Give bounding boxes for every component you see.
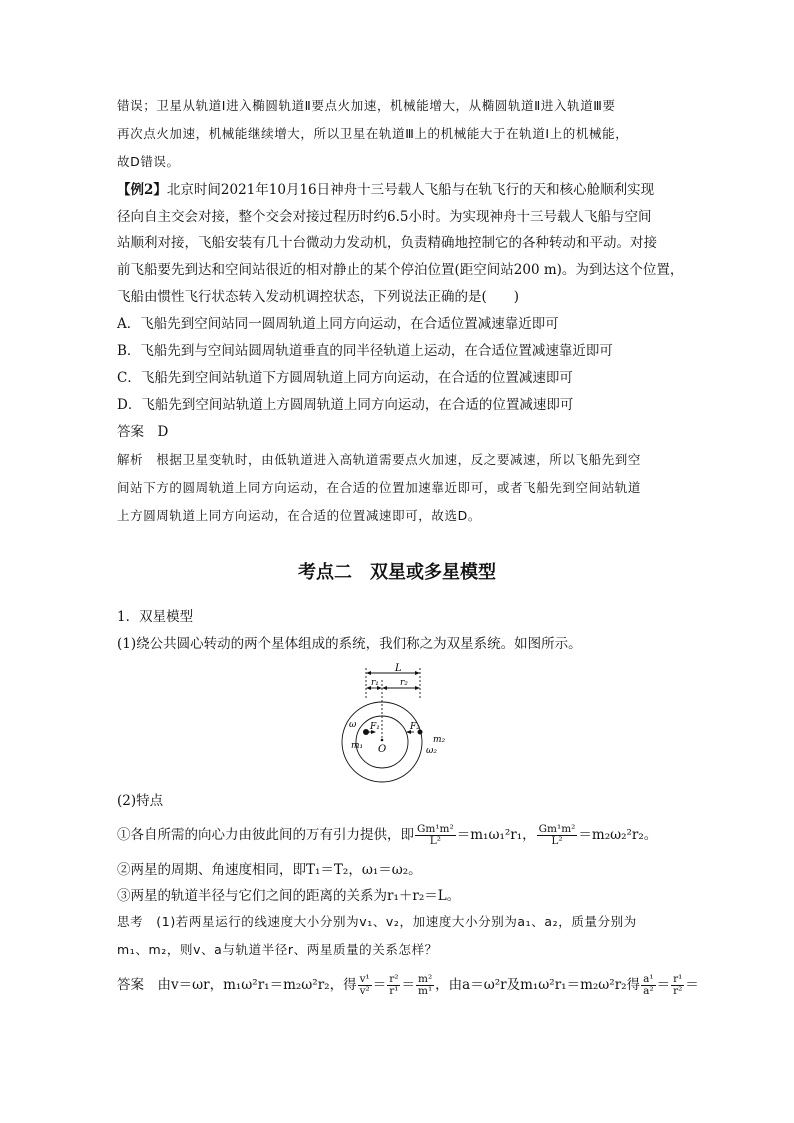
fraction-num: v¹ [359,973,370,985]
text-line: 飞船由惯性飞行状态转入发动机调控状态，下列说法正确的是( ) [117,289,520,305]
fraction-num: a¹ [643,973,654,985]
text: 北京时间2021年10月16日神舟十三号载人飞船与在轨飞行的天和核心舱顺利实现 [166,182,655,198]
fraction [358,974,372,997]
option-b: B．飞船先到与空间站圆周轨道垂直的同半径轨道上运动，在合适位置减速靠近即可 [117,343,613,359]
analysis-line: 解析 根据卫星变轨时，由低轨道进入高轨道需要点火加速，反之要减速，所以飞船先到空 [117,452,642,467]
binary-star-diagram [340,660,460,788]
text: ＝ [656,977,671,993]
fraction-num: r¹ [673,973,683,985]
text: ＝m₁ω₁²r₁， [456,827,536,843]
text: ＝m₂ω₂²r₂。 [578,827,658,843]
fraction [537,824,578,847]
feature-2: ②两星的周期、角速度相同，即T₁＝T₂，ω₁＝ω₂。 [117,862,422,878]
feature-1 [117,818,657,852]
fraction-den: a² [643,985,654,997]
fraction-den: L² [429,835,441,847]
label-omega1: ω [349,720,357,730]
option-d: D．飞船先到空间站轨道上方圆周轨道上同方向运动，在合适的位置减速即可 [117,397,574,413]
text-line: 前飞船要先到达和空间站很近的相对静止的某个停泊位置(距空间站200 m)。为到达这个位置， [117,262,684,278]
subsection-title: 1．双星模型 [117,609,194,625]
option-a: A．飞船先到空间站同一圆周轨道上同方向运动，在合适位置减速靠近即可 [117,316,559,332]
star-m1 [363,729,369,735]
fraction [415,824,456,847]
analysis-line: 间站下方的圆周轨道上同方向运动，在合适的位置加速靠近即可，或者飞船先到空间站轨道 [117,480,642,495]
label-r1: r₁ [371,678,379,688]
fraction [416,974,434,997]
features-title: (2)特点 [117,793,164,809]
example-tag: 【例2】 [117,182,167,198]
fraction-den: L² [551,835,563,847]
text-line: 再次点火加速，机械能继续增大，所以卫星在轨道Ⅲ上的机械能大于在轨道Ⅰ上的机械能， [117,126,629,141]
text: ，由a＝ω²r及m₁ω²r₁＝m₂ω²r₂得 [435,977,641,993]
fraction-num: r² [389,973,399,985]
answer-line [117,968,699,1002]
section-heading: 考点二 双星或多星模型 [298,562,496,583]
label-O: O [378,744,387,755]
think-line: 思考 (1)若两星运行的线速度大小分别为v₁、v₂，加速度大小分别为a₁、a₂，质量分别为 [117,914,637,929]
label-F1: F₁ [370,722,380,732]
text-line: 故D错误。 [117,154,180,169]
text: ＝ [401,977,415,993]
fraction-den: r¹ [389,985,399,997]
text-line: 站顺利对接，飞船安装有几十台微动力发动机，负责精确地控制它的各种转动和平动。对接 [117,235,657,251]
text: ＝ [685,977,699,993]
label-r2: r₂ [400,678,408,688]
fraction-num: Gm¹m² [538,823,576,835]
fraction-num: m² [417,973,433,985]
text-line: 径向自主交会对接，整个交会对接过程历时约6.5小时。为实现神舟十三号载人飞船与空间 [117,209,652,225]
fraction-num: Gm¹m² [417,823,454,835]
text: ①各自所需的向心力由彼此间的万有引力提供，即 [117,827,414,843]
fraction [641,974,655,997]
text: ＝ [372,977,387,993]
fraction [671,974,684,997]
option-c: C．飞船先到空间站轨道下方圆周轨道上同方向运动，在合适的位置减速即可 [117,370,573,386]
fraction-den: m¹ [417,985,433,997]
label-omega2: ω₂ [426,746,437,756]
analysis-line: 上方圆周轨道上同方向运动，在合适的位置减速即可，故选D。 [117,508,481,523]
label-F2: F₂ [410,722,420,732]
fraction-den: r² [673,985,683,997]
fraction-den: v² [359,985,370,997]
label-m1: m₁ [351,741,364,751]
answer: 答案 D [117,424,169,440]
example-2-line [117,181,654,199]
fraction [387,974,400,997]
text-line: 错误；卫星从轨道Ⅰ进入椭圆轨道Ⅱ要点火加速，机械能增大，从椭圆轨道Ⅱ进入轨道Ⅲ要 [117,98,616,113]
text-line: (1)绕公共圆心转动的两个星体组成的系统，我们称之为双星系统。如图所示。 [117,636,582,652]
feature-3: ③两星的轨道半径与它们之间的距离的关系为r₁＋r₂＝L。 [117,888,461,904]
think-line: m₁、m₂，则v、a与轨道半径r、两星质量的关系怎样？ [117,942,438,957]
label-m2: m₂ [433,735,446,745]
label-L: L [395,663,402,674]
text: 答案 由v＝ωr，m₁ω²r₁＝m₂ω²r₂，得 [117,977,357,993]
